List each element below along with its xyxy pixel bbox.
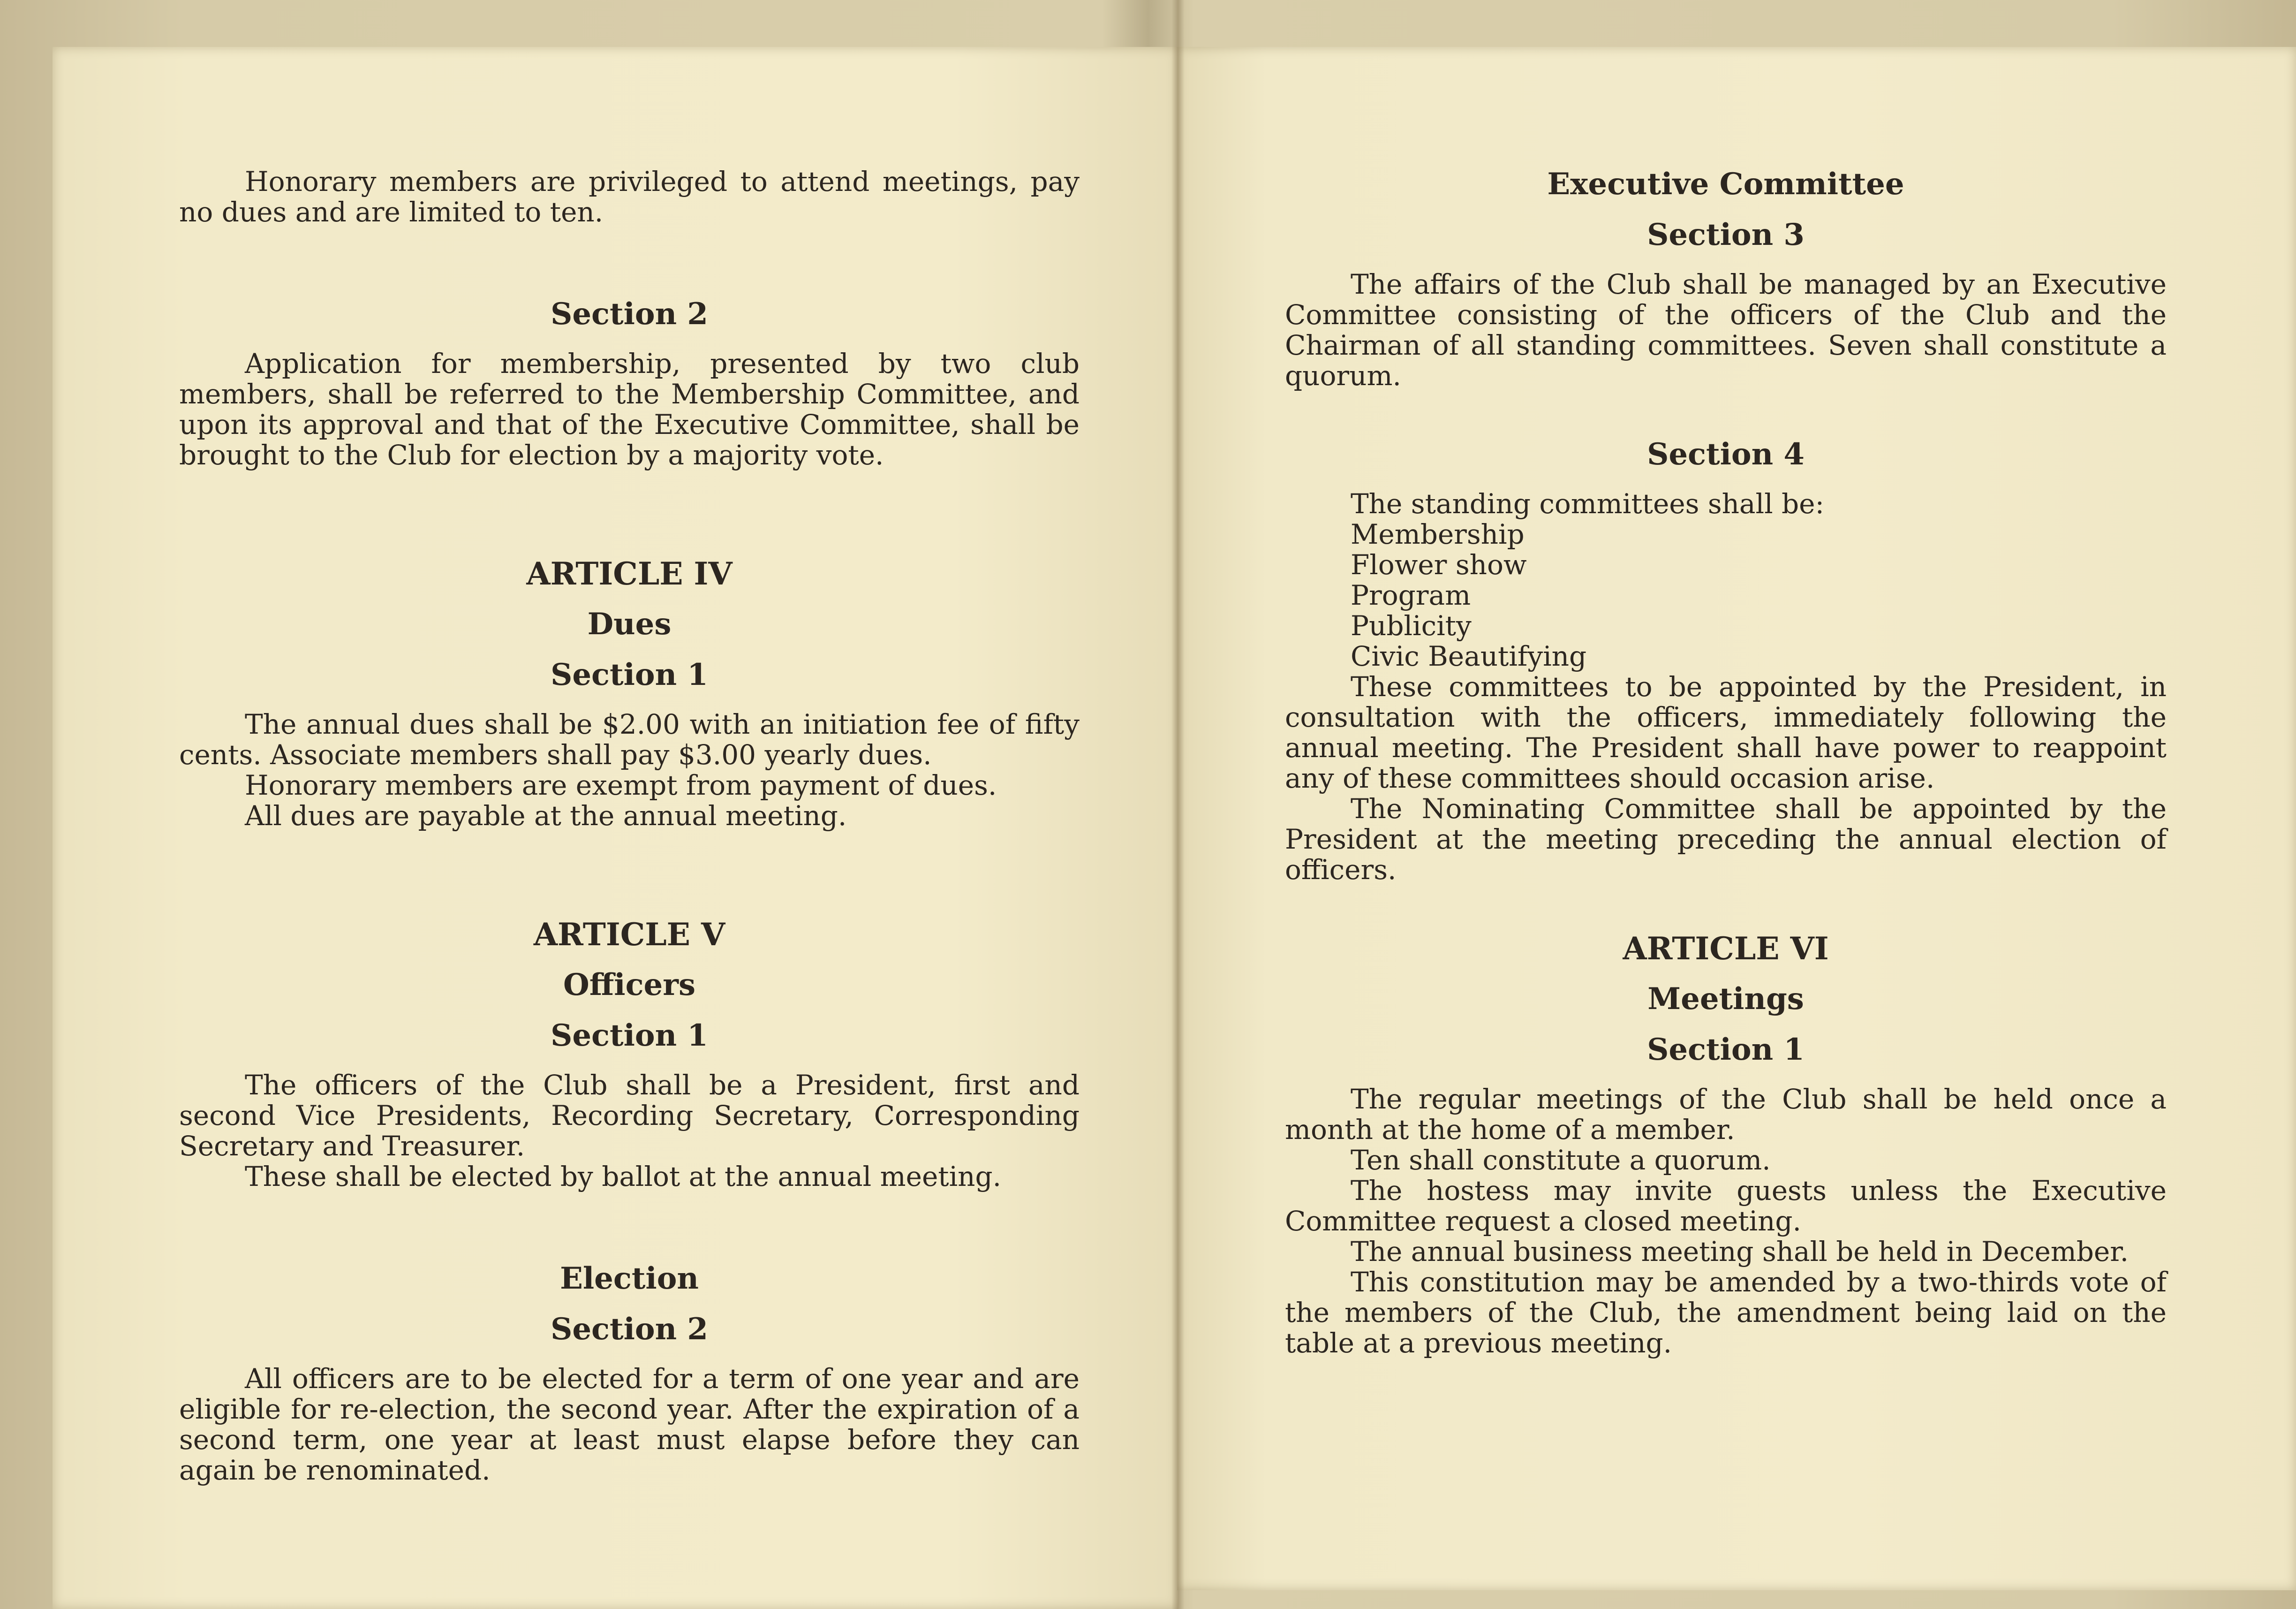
ballot-election-line: These shall be elected by ballot at the annual meeting.	[245, 1161, 1002, 1192]
quorum-line: Ten shall constitute a quorum.	[1351, 1144, 1771, 1176]
section-4-heading: Section 4	[1647, 437, 1805, 472]
officers-paragraph: The officers of the Club shall be a President, first and second Vice Presidents, Recording Secretary, Corresponding Secretary and Treasurer.	[179, 1069, 1080, 1162]
meetings-title: Meetings	[1647, 981, 1804, 1017]
left-page	[53, 47, 1178, 1609]
standing-committees-intro: The standing committees shall be:	[1351, 488, 1825, 520]
election-section-2-heading: Section 2	[551, 1312, 708, 1347]
article-vi-heading: ARTICLE VI	[1623, 930, 1829, 967]
amendment-paragraph: This constitution may be amended by a two-thirds vote of the members of the Club, the amendment being laid on the table at a previous meeting.	[1285, 1266, 2167, 1359]
dues-title: Dues	[587, 607, 672, 642]
annual-meeting-line: The annual business meeting shall be held in December.	[1351, 1236, 2129, 1267]
list-item: Membership	[1351, 518, 1525, 550]
article-iv-heading: ARTICLE IV	[526, 555, 733, 592]
guests-paragraph: The hostess may invite guests unless the Executive Committee request a closed meeting.	[1285, 1175, 2167, 1237]
standing-committees-list	[1285, 489, 2167, 672]
election-title: Election	[560, 1261, 699, 1296]
section-2-heading: Section 2	[551, 296, 708, 332]
right-page-text	[1285, 168, 2167, 1359]
book-gutter	[1171, 0, 1185, 1609]
left-page-text	[179, 167, 1080, 1486]
membership-application-paragraph: Application for membership, presented by two club members, shall be referred to the Membership Committee, and upon its approval and that of the Executive Committee, shall be brought to the Club for election by a majority vote.	[179, 348, 1080, 471]
officers-title: Officers	[563, 967, 696, 1002]
committee-appointment-paragraph: These committees to be appointed by the President, in consultation with the officers, immediately following the annual meeting. The President shall have power to reappoint any of these committees should occasion arise.	[1285, 671, 2167, 794]
list-item: Publicity	[1351, 610, 1472, 642]
section-3-heading: Section 3	[1647, 217, 1805, 252]
term-of-office-paragraph: All officers are to be elected for a term of one year and are eligible for re-election, the second year. After the expiration of a second term, one year at least must elapse before they can again be renominated.	[179, 1363, 1080, 1486]
list-item: Program	[1351, 579, 1471, 611]
executive-committee-title: Executive Committee	[1547, 167, 1904, 202]
officers-section-1-heading: Section 1	[551, 1018, 708, 1053]
executive-committee-paragraph: The affairs of the Club shall be managed by an Executive Committee consisting of the officers of the Club and the Chairman of all standing committees. Seven shall constitute a quorum.	[1285, 268, 2167, 392]
article-v-heading: ARTICLE V	[533, 916, 725, 953]
dues-payable-line: All dues are payable at the annual meeting.	[245, 800, 847, 832]
dues-section-1-heading: Section 1	[551, 657, 708, 692]
honorary-exempt-line: Honorary members are exempt from payment of dues.	[245, 769, 997, 801]
list-item: Flower show	[1351, 549, 1527, 581]
right-page	[1177, 47, 2296, 1590]
regular-meetings-paragraph: The regular meetings of the Club shall be held once a month at the home of a member.	[1285, 1083, 2167, 1146]
list-item: Civic Beautifying	[1351, 640, 1587, 672]
honorary-members-paragraph: Honorary members are privileged to attend meetings, pay no dues and are limited to ten.	[179, 166, 1080, 228]
annual-dues-paragraph: The annual dues shall be $2.00 with an initiation fee of fifty cents. Associate members shall pay $3.00 yearly dues.	[179, 708, 1080, 771]
nominating-committee-paragraph: The Nominating Committee shall be appointed by the President at the meeting preceding the annual election of officers.	[1285, 793, 2167, 886]
meetings-section-1-heading: Section 1	[1647, 1032, 1805, 1067]
